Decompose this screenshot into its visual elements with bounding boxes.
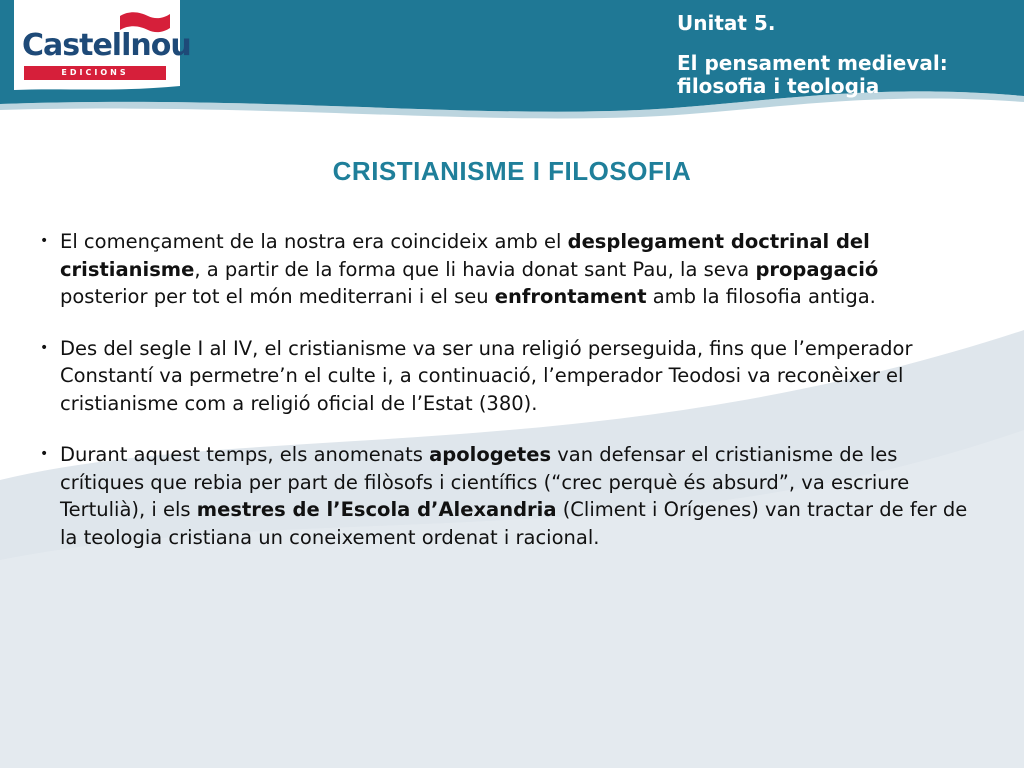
logo-subtitle: EDICIONS xyxy=(24,66,166,80)
bullet-dot-icon: • xyxy=(40,446,49,462)
bullet-text: posterior per tot el món mediterrani i el seu xyxy=(60,285,495,308)
bullet-text: El començament de la nostra era coincideix amb el xyxy=(60,230,568,253)
bullet-text: van defensar el cristianisme de les crítiques que rebia per part de filòsofs i científics (“crec perquè és absurd”, va escriure Tertulià), i els xyxy=(60,443,910,521)
bullet-text: amb la filosofia antiga. xyxy=(646,285,876,308)
unit-label: Unitat 5. xyxy=(677,11,776,35)
bullet-item xyxy=(40,228,970,311)
logo-wordmark: Castellnou xyxy=(22,28,191,63)
bullet-dot-icon: • xyxy=(40,233,49,249)
bold-term: mestres de l’Escola d’Alexandria xyxy=(196,498,557,521)
unit-title: El pensament medieval: filosofia i teologia xyxy=(677,51,948,98)
bullet-item xyxy=(40,441,970,551)
bullet-dot-icon: • xyxy=(40,339,49,356)
bold-term: propagació xyxy=(755,257,879,281)
page-title: CRISTIANISME I FILOSOFIA xyxy=(332,156,692,186)
bullet-text: , a partir de la forma que li havia donat sant Pau, la seva xyxy=(194,257,756,281)
bold-term: desplegament doctrinal del cristianisme xyxy=(60,230,870,281)
bold-term: apologetes xyxy=(429,443,552,466)
header-text xyxy=(677,12,1007,98)
bullet-item xyxy=(40,335,970,418)
bullet-text: (Climent i Orígenes) van tractar de fer de la teologia cristiana un coneixement ordenat i racional. xyxy=(60,498,968,549)
bullet-text: Durant aquest temps, els anomenats xyxy=(60,443,430,466)
bullet-list xyxy=(40,228,970,575)
bold-term: enfrontament xyxy=(494,285,647,308)
castellnou-logo xyxy=(22,8,191,78)
bullet-text: Des del segle I al IV, el cristianisme va ser una religió perseguida, fins que l’emperador Constantí va permetre’n el culte i, a continuació, l’emperador Teodosi va reconèixer el cristianisme com a religió oficial de l’Estat (380). xyxy=(60,336,913,415)
